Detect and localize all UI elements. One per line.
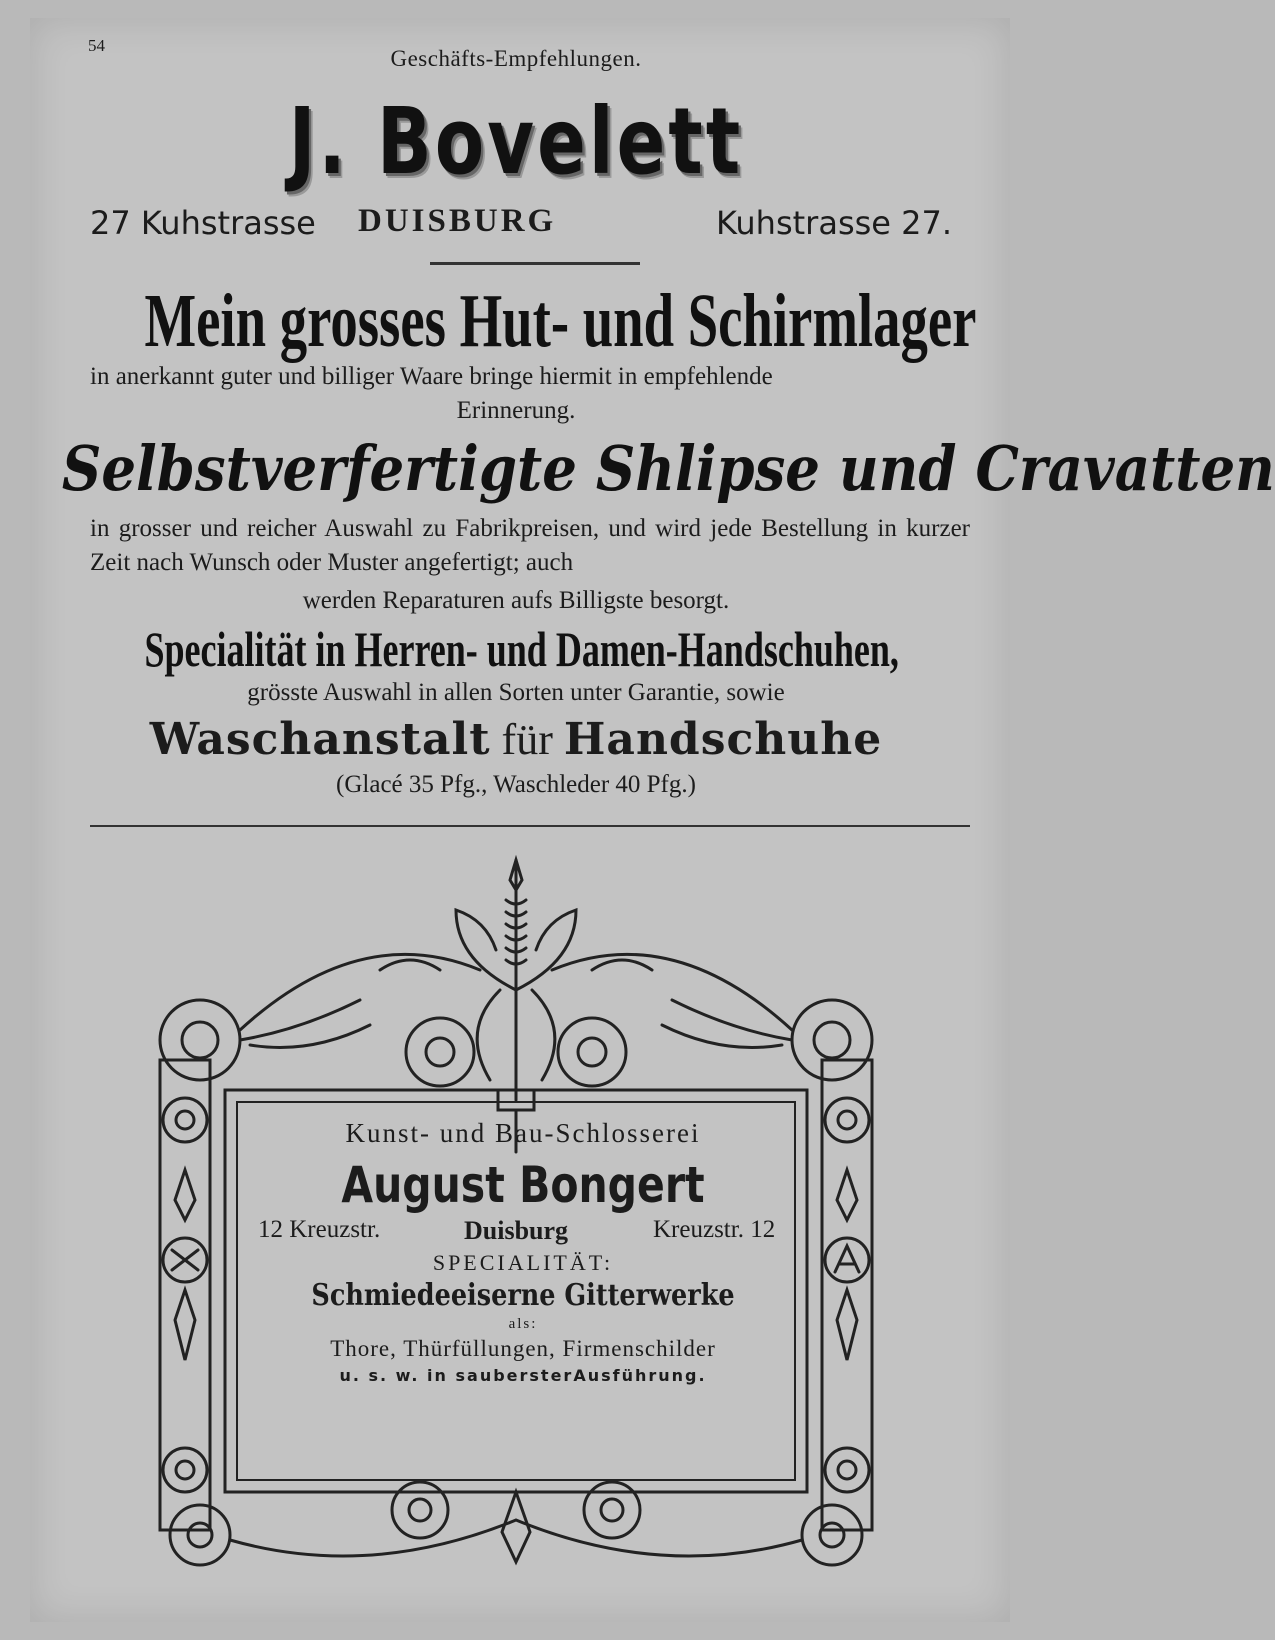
wasch-word-1: Waschanstalt bbox=[149, 714, 491, 765]
ad2-kicker: Kunst- und Bau-Schlosserei bbox=[345, 1118, 701, 1148]
ad1-wasch-heading bbox=[0, 714, 1032, 765]
ad1-paragraph-2: in grosser und reicher Auswahl zu Fabrikpreisen, und wird jede Bestellung in kurzer Zeit nach Wunsch oder Muster angefertigt; auch bbox=[90, 515, 970, 576]
ad2-merchant-name: August Bongert bbox=[341, 1156, 705, 1214]
ad1-specialty-heading: Specialität in Herren- und Damen-Handschuhen, bbox=[144, 621, 899, 677]
ad1-paragraph-3: grösste Auswahl in allen Sorten unter Garantie, sowie bbox=[247, 679, 785, 706]
section-divider bbox=[90, 825, 970, 827]
ad1-paragraph-2-end: werden Reparaturen aufs Billigste besorgt. bbox=[302, 587, 730, 614]
ad1-headline: Mein grosses Hut- und Schirmlager bbox=[144, 279, 977, 363]
ad2-specialty: Schmiedeeiserne Gitterwerke bbox=[311, 1278, 735, 1313]
ad1-paragraph-1: in anerkannt guter und billiger Waare bringe hiermit in empfehlende bbox=[90, 363, 773, 390]
ad2-items: Thore, Thürfüllungen, Firmenschilder bbox=[330, 1336, 716, 1361]
wasch-word-3: Handschuhe bbox=[563, 714, 883, 765]
page-number: 54 bbox=[88, 36, 105, 55]
ad2-als: als: bbox=[508, 1316, 538, 1332]
running-title: Geschäfts-Empfehlungen. bbox=[390, 46, 642, 71]
ad2-address-right: Kreuzstr. 12 bbox=[653, 1216, 776, 1243]
ad1-paragraph-1-end: Erinnerung. bbox=[456, 397, 576, 424]
ornamental-rule bbox=[430, 262, 640, 265]
ad2-address-left: 12 Kreuzstr. bbox=[258, 1216, 381, 1243]
ad2-finish: u. s. w. in saubersterAusführung. bbox=[339, 1366, 707, 1385]
ad1-address-right: Kuhstrasse 27. bbox=[716, 204, 953, 242]
ad1-merchant-name: J. Bovelett bbox=[288, 88, 744, 195]
ad1-city: DUISBURG bbox=[358, 203, 557, 239]
wasch-word-2: für bbox=[501, 715, 553, 764]
ad2-city: Duisburg bbox=[464, 1216, 569, 1245]
ad1-fraktur-heading: Selbstverfertigte Shlipse und Cravatten bbox=[61, 432, 1275, 505]
ad2-specialty-label: SPECIALITÄT: bbox=[432, 1250, 614, 1275]
ad1-address-left: 27 Kuhstrasse bbox=[90, 204, 316, 242]
ad1-prices: (Glacé 35 Pfg., Waschleder 40 Pfg.) bbox=[336, 771, 696, 798]
